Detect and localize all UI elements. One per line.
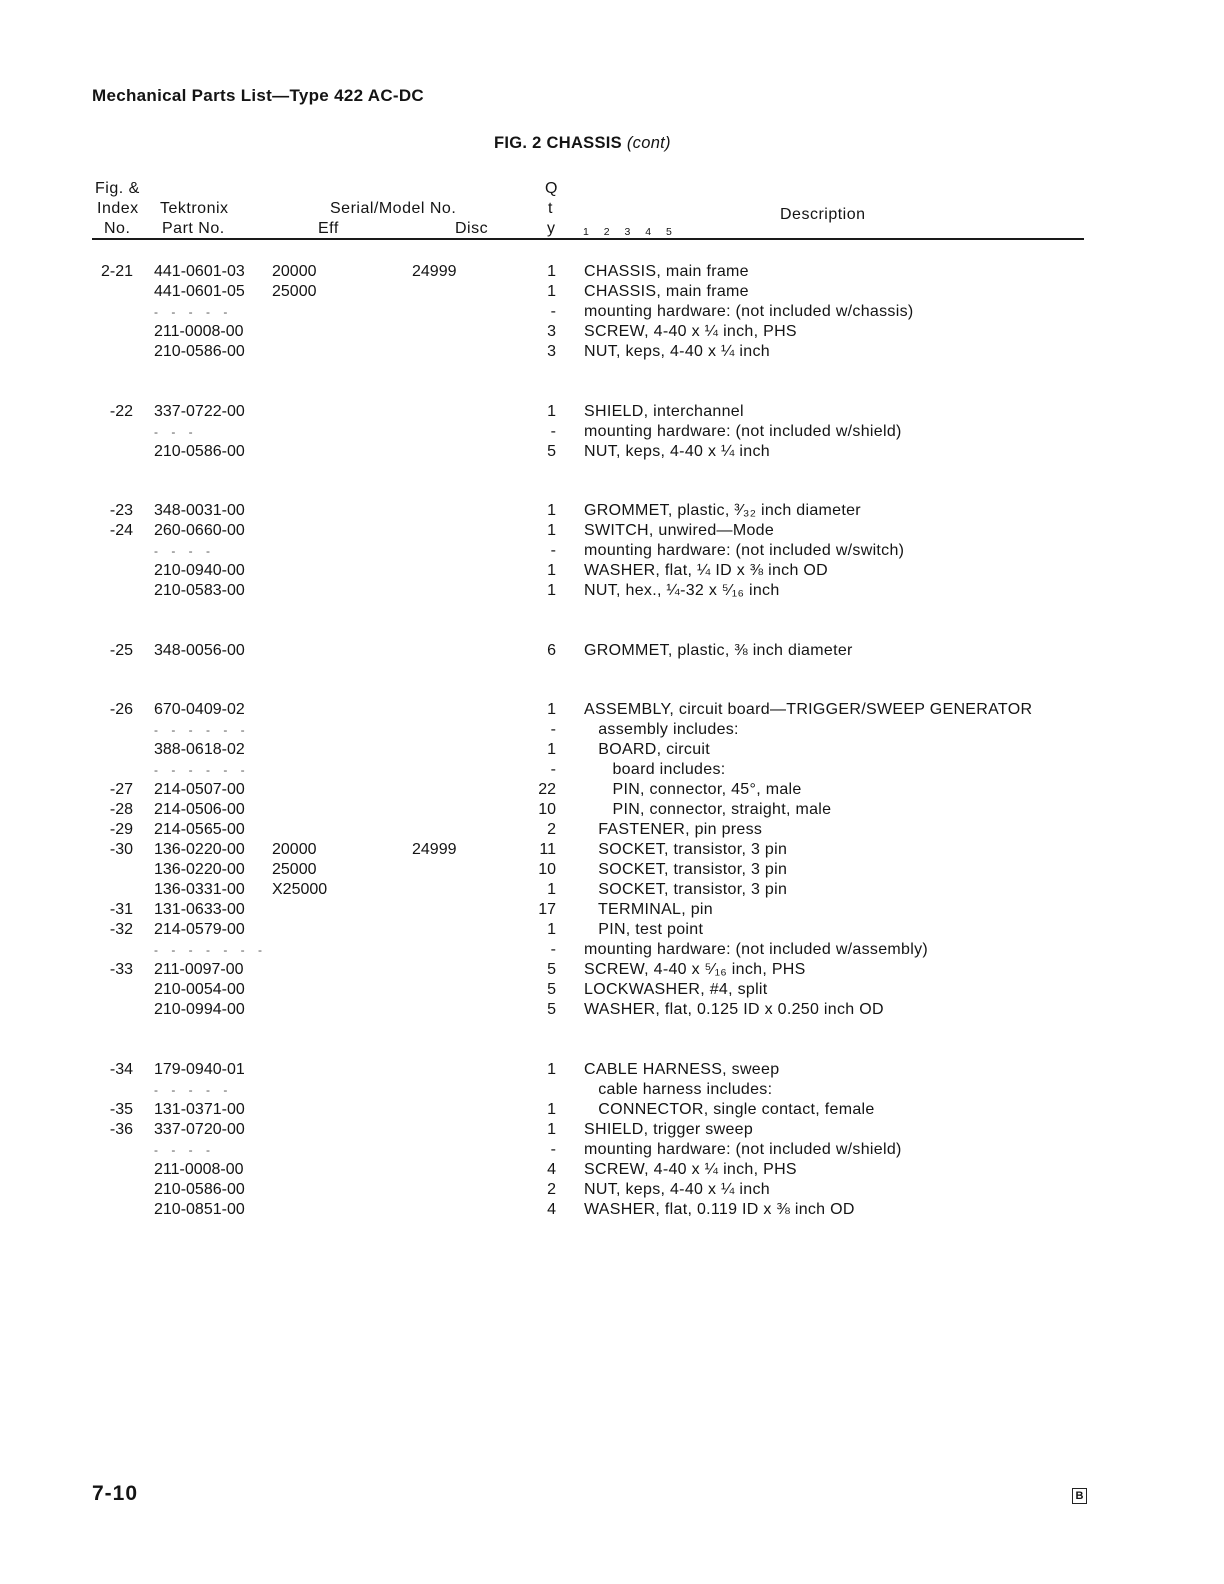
quantity-cell: 1 — [547, 1101, 556, 1118]
description-cell: mounting hardware: (not included w/assembly) — [584, 941, 929, 958]
quantity-cell: 17 — [538, 901, 556, 918]
description-cell: SOCKET, transistor, 3 pin — [584, 841, 788, 858]
part-number-cell: 210-0586-00 — [154, 443, 245, 460]
index-cell: -24 — [109, 522, 133, 539]
description-cell: mounting hardware: (not included w/shield) — [584, 423, 902, 440]
table-row — [0, 800, 1224, 820]
part-number-cell: - - - — [154, 425, 198, 439]
table-row — [0, 840, 1224, 860]
header-qty-q: Q — [545, 180, 558, 197]
figure-cont-label: (cont) — [626, 134, 671, 152]
quantity-cell: 10 — [538, 801, 556, 818]
table-row — [0, 740, 1224, 760]
description-cell: PIN, connector, straight, male — [584, 801, 832, 818]
part-number-cell: 337-0722-00 — [154, 403, 245, 420]
description-cell: CHASSIS, main frame — [584, 283, 749, 300]
table-row — [0, 820, 1224, 840]
quantity-cell: 1 — [547, 881, 556, 898]
part-number-cell: - - - - — [154, 1143, 215, 1157]
description-cell: CONNECTOR, single contact, female — [584, 1101, 875, 1118]
description-cell: NUT, hex., ¼-32 x ⁵⁄₁₆ inch — [584, 582, 780, 599]
description-cell: CABLE HARNESS, sweep — [584, 1061, 780, 1078]
table-row — [0, 980, 1224, 1000]
quantity-cell: 1 — [547, 562, 556, 579]
index-cell: -32 — [109, 921, 133, 938]
serial-eff-cell: 25000 — [272, 283, 317, 300]
description-cell: board includes: — [584, 761, 726, 778]
table-row — [0, 422, 1224, 442]
index-cell: -29 — [109, 821, 133, 838]
quantity-cell: 1 — [547, 502, 556, 519]
part-number-cell: - - - - - - — [154, 763, 250, 777]
table-row — [0, 1060, 1224, 1080]
description-cell: SOCKET, transistor, 3 pin — [584, 861, 788, 878]
quantity-cell: 5 — [547, 961, 556, 978]
index-cell: -23 — [109, 502, 133, 519]
part-number-cell: 348-0056-00 — [154, 642, 245, 659]
description-cell: SCREW, 4-40 x ¼ inch, PHS — [584, 323, 797, 340]
table-row — [0, 282, 1224, 302]
table-row — [0, 442, 1224, 462]
header-serial: Serial/Model No. — [330, 200, 457, 217]
description-cell: WASHER, flat, ¼ ID x ⅜ inch OD — [584, 562, 829, 579]
table-row — [0, 581, 1224, 601]
part-number-cell: 348-0031-00 — [154, 502, 245, 519]
table-row — [0, 1180, 1224, 1200]
part-number-cell: 136-0331-00 — [154, 881, 245, 898]
quantity-cell: 5 — [547, 981, 556, 998]
quantity-cell: 1 — [547, 741, 556, 758]
part-number-cell: 210-0054-00 — [154, 981, 245, 998]
header-indent-levels: 1 2 3 4 5 — [583, 226, 678, 238]
part-number-cell: - - - - — [154, 544, 215, 558]
part-number-cell: 214-0506-00 — [154, 801, 245, 818]
quantity-cell: 2 — [547, 821, 556, 838]
figure-title-text: FIG. 2 CHASSIS — [494, 134, 622, 152]
part-number-cell: 214-0507-00 — [154, 781, 245, 798]
quantity-cell: 1 — [547, 403, 556, 420]
quantity-cell: 10 — [538, 861, 556, 878]
table-row — [0, 780, 1224, 800]
part-number-cell: 214-0579-00 — [154, 921, 245, 938]
page-title: Mechanical Parts List—Type 422 AC-DC — [92, 86, 425, 105]
index-cell: -27 — [109, 781, 133, 798]
part-number-cell: 337-0720-00 — [154, 1121, 245, 1138]
table-row — [0, 760, 1224, 780]
serial-eff-cell: 20000 — [272, 841, 317, 858]
description-cell: LOCKWASHER, #4, split — [584, 981, 768, 998]
description-cell: SWITCH, unwired—Mode — [584, 522, 775, 539]
table-row — [0, 322, 1224, 342]
quantity-cell: 1 — [547, 582, 556, 599]
table-row — [0, 720, 1224, 740]
description-cell: mounting hardware: (not included w/shield) — [584, 1141, 902, 1158]
serial-eff-cell: 25000 — [272, 861, 317, 878]
table-row — [0, 561, 1224, 581]
index-cell: -30 — [109, 841, 133, 858]
description-cell: PIN, test point — [584, 921, 704, 938]
serial-disc-cell: 24999 — [412, 841, 457, 858]
description-cell: PIN, connector, 45°, male — [584, 781, 802, 798]
index-cell: -26 — [109, 701, 133, 718]
part-number-cell: 136-0220-00 — [154, 861, 245, 878]
table-row — [0, 342, 1224, 362]
quantity-cell: - — [550, 542, 556, 559]
table-row — [0, 541, 1224, 561]
header-part-no: Part No. — [162, 220, 225, 237]
quantity-cell: 2 — [547, 1181, 556, 1198]
part-number-cell: 210-0851-00 — [154, 1201, 245, 1218]
table-row — [0, 641, 1224, 661]
table-row — [0, 1160, 1224, 1180]
description-cell: ASSEMBLY, circuit board—TRIGGER/SWEEP GENERATOR — [584, 701, 1033, 718]
quantity-cell: 1 — [547, 263, 556, 280]
part-number-cell: 441-0601-05 — [154, 283, 245, 300]
part-number-cell: - - - - - - - — [154, 943, 267, 957]
index-cell: -28 — [109, 801, 133, 818]
description-cell: NUT, keps, 4-40 x ¼ inch — [584, 343, 770, 360]
index-cell: -35 — [109, 1101, 133, 1118]
page-number: 7-10 — [92, 1482, 139, 1505]
part-number-cell: 179-0940-01 — [154, 1061, 245, 1078]
part-number-cell: 210-0586-00 — [154, 343, 245, 360]
description-cell: mounting hardware: (not included w/switch) — [584, 542, 905, 559]
quantity-cell: 1 — [547, 283, 556, 300]
description-cell: FASTENER, pin press — [584, 821, 763, 838]
description-cell: SHIELD, interchannel — [584, 403, 744, 420]
serial-disc-cell: 24999 — [412, 263, 457, 280]
part-number-cell: 210-0940-00 — [154, 562, 245, 579]
header-disc: Disc — [455, 220, 489, 237]
quantity-cell: - — [550, 303, 556, 320]
revision-mark: B — [1072, 1488, 1087, 1504]
serial-eff-cell: X25000 — [272, 881, 328, 898]
table-row — [0, 900, 1224, 920]
table-row — [0, 501, 1224, 521]
header-no: No. — [104, 220, 131, 237]
part-number-cell: 136-0220-00 — [154, 841, 245, 858]
quantity-cell: 1 — [547, 1121, 556, 1138]
description-cell: BOARD, circuit — [584, 741, 711, 758]
quantity-cell: 6 — [547, 642, 556, 659]
quantity-cell: 1 — [547, 701, 556, 718]
description-cell: WASHER, flat, 0.125 ID x 0.250 inch OD — [584, 1001, 884, 1018]
part-number-cell: 260-0660-00 — [154, 522, 245, 539]
part-number-cell: 388-0618-02 — [154, 741, 245, 758]
part-number-cell: 210-0586-00 — [154, 1181, 245, 1198]
part-number-cell: - - - - - — [154, 305, 233, 319]
header-qty-y: y — [547, 220, 556, 237]
table-row — [0, 880, 1224, 900]
quantity-cell: 1 — [547, 921, 556, 938]
part-number-cell: - - - - - - — [154, 723, 250, 737]
table-row — [0, 960, 1224, 980]
header-tektronix: Tektronix — [160, 200, 229, 217]
description-cell: CHASSIS, main frame — [584, 263, 749, 280]
description-cell: SCREW, 4-40 x ⁵⁄₁₆ inch, PHS — [584, 961, 806, 978]
quantity-cell: 4 — [547, 1161, 556, 1178]
description-cell: GROMMET, plastic, ⅜ inch diameter — [584, 642, 853, 659]
header-qty-t: t — [548, 200, 553, 217]
description-cell: cable harness includes: — [584, 1081, 773, 1098]
table-row — [0, 521, 1224, 541]
header-index: Index — [97, 200, 139, 217]
part-number-cell: 210-0994-00 — [154, 1001, 245, 1018]
quantity-cell: 3 — [547, 343, 556, 360]
description-cell: SOCKET, transistor, 3 pin — [584, 881, 788, 898]
quantity-cell: 22 — [538, 781, 556, 798]
description-cell: mounting hardware: (not included w/chassis) — [584, 303, 914, 320]
table-row — [0, 700, 1224, 720]
description-cell: SCREW, 4-40 x ¼ inch, PHS — [584, 1161, 797, 1178]
part-number-cell: 210-0583-00 — [154, 582, 245, 599]
table-row — [0, 1140, 1224, 1160]
description-cell: TERMINAL, pin — [584, 901, 713, 918]
table-row — [0, 1000, 1224, 1020]
table-row — [0, 402, 1224, 422]
table-row — [0, 860, 1224, 880]
part-number-cell: 441-0601-03 — [154, 263, 245, 280]
table-row — [0, 940, 1224, 960]
part-number-cell: 214-0565-00 — [154, 821, 245, 838]
table-row — [0, 920, 1224, 940]
index-cell: -36 — [109, 1121, 133, 1138]
table-row — [0, 1080, 1224, 1100]
description-cell: NUT, keps, 4-40 x ¼ inch — [584, 1181, 770, 1198]
index-cell: -31 — [109, 901, 133, 918]
description-cell: GROMMET, plastic, ³⁄₃₂ inch diameter — [584, 502, 861, 519]
header-description: Description — [780, 206, 866, 223]
part-number-cell: 131-0633-00 — [154, 901, 245, 918]
quantity-cell: - — [550, 721, 556, 738]
quantity-cell: 4 — [547, 1201, 556, 1218]
quantity-cell: 1 — [547, 1061, 556, 1078]
header-fig: Fig. & — [95, 180, 140, 197]
description-cell: NUT, keps, 4-40 x ¼ inch — [584, 443, 770, 460]
header-eff: Eff — [318, 220, 339, 237]
quantity-cell: - — [550, 941, 556, 958]
serial-eff-cell: 20000 — [272, 263, 317, 280]
quantity-cell: 5 — [547, 443, 556, 460]
table-row — [0, 302, 1224, 322]
index-cell: -25 — [109, 642, 133, 659]
quantity-cell: 3 — [547, 323, 556, 340]
part-number-cell: 211-0008-00 — [154, 323, 244, 340]
index-cell: -22 — [109, 403, 133, 420]
quantity-cell: 1 — [547, 522, 556, 539]
table-row — [0, 1200, 1224, 1220]
description-cell: assembly includes: — [584, 721, 739, 738]
table-row — [0, 1100, 1224, 1120]
part-number-cell: 131-0371-00 — [154, 1101, 245, 1118]
quantity-cell: - — [550, 1141, 556, 1158]
quantity-cell: 11 — [539, 841, 556, 858]
description-cell: SHIELD, trigger sweep — [584, 1121, 754, 1138]
index-cell: 2-21 — [100, 263, 133, 280]
quantity-cell: - — [550, 423, 556, 440]
index-cell: -34 — [109, 1061, 133, 1078]
part-number-cell: 670-0409-02 — [154, 701, 245, 718]
description-cell: WASHER, flat, 0.119 ID x ⅜ inch OD — [584, 1201, 855, 1218]
index-cell: -33 — [109, 961, 133, 978]
quantity-cell: - — [550, 761, 556, 778]
quantity-cell: 5 — [547, 1001, 556, 1018]
table-row — [0, 1120, 1224, 1140]
part-number-cell: 211-0008-00 — [154, 1161, 244, 1178]
part-number-cell: 211-0097-00 — [154, 961, 244, 978]
table-row — [0, 262, 1224, 282]
part-number-cell: - - - - - — [154, 1083, 233, 1097]
